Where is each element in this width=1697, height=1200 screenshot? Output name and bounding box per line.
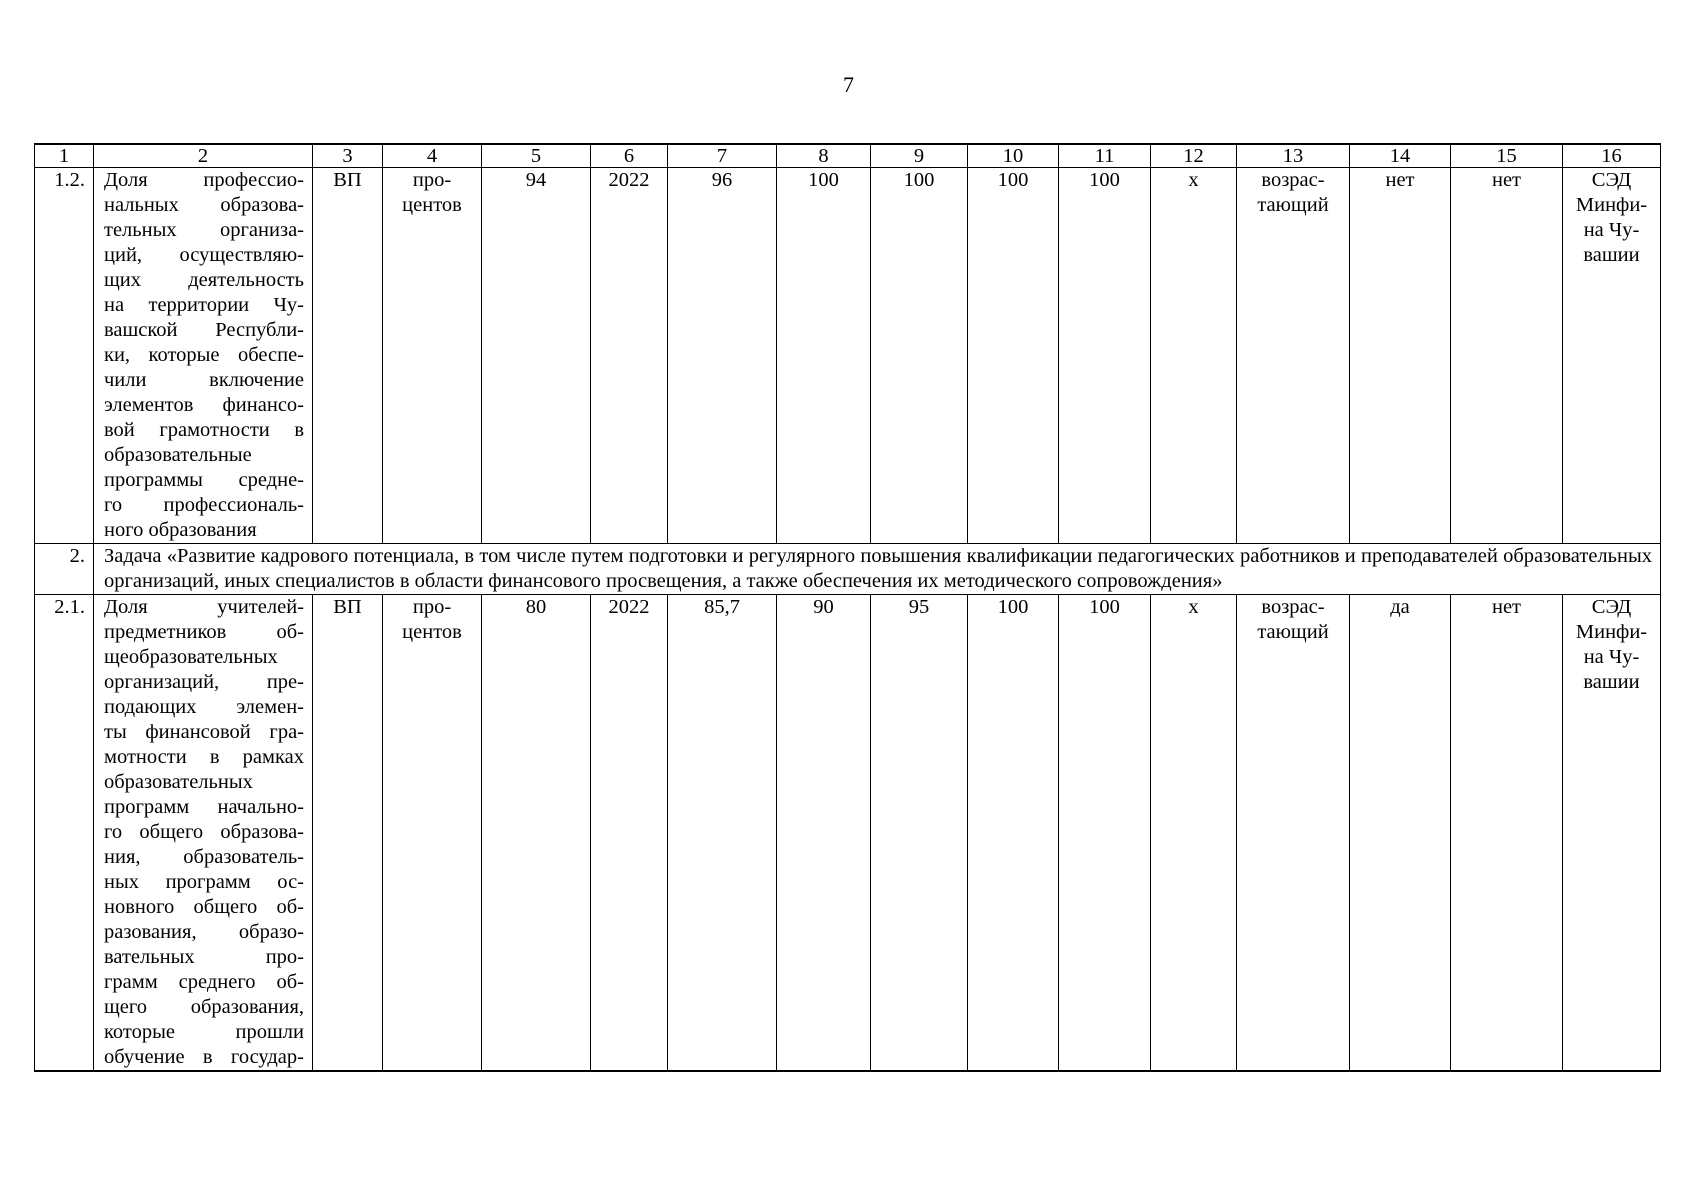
page-number: 7	[843, 72, 854, 97]
base-year: 2022	[591, 595, 668, 1072]
indicator-type: ВП	[313, 595, 383, 1072]
value-col-7: 96	[668, 168, 777, 544]
column-header: 10	[968, 144, 1059, 168]
value-col-8: 100	[777, 168, 871, 544]
trend: возрас- тающий	[1237, 168, 1350, 544]
task-number: 2.	[35, 544, 94, 595]
task-row	[35, 544, 1661, 595]
column-header: 9	[871, 144, 968, 168]
column-header: 8	[777, 144, 871, 168]
column-header: 1	[35, 144, 94, 168]
value-col-15: нет	[1451, 595, 1563, 1072]
column-header: 2	[94, 144, 313, 168]
column-header: 11	[1059, 144, 1151, 168]
column-header: 6	[591, 144, 668, 168]
task-description: Задача «Развитие кадрового потенциала, в том числе путем подготовки и регулярного повышения квалификации педагогических работников и преподавателей образовательных организаций, иных специалистов в области финансового просвещения, а также обеспечения их методического сопровождения»	[94, 544, 1661, 595]
value-col-14: нет	[1350, 168, 1451, 544]
value-col-12: х	[1151, 595, 1237, 1072]
column-number-row	[35, 144, 1661, 168]
column-header: 7	[668, 144, 777, 168]
unit-of-measure: про- центов	[383, 168, 482, 544]
value-col-11: 100	[1059, 168, 1151, 544]
column-header: 5	[482, 144, 591, 168]
indicator-name: Доля профессио- нальных образова- тельных организа- ций, осуществляю- щих деятельность на территории Чу- вашской Республи- ки, которые обеспе- чили включение элементов финансо- вой грамотности в образовательные программы средне- го профессиональ- ного образования	[94, 168, 313, 544]
information-source: СЭД Минфи- на Чу- вашии	[1563, 168, 1661, 544]
column-header: 14	[1350, 144, 1451, 168]
column-header: 13	[1237, 144, 1350, 168]
value-col-7: 85,7	[668, 595, 777, 1072]
row-number: 2.1.	[35, 595, 94, 1072]
base-value: 94	[482, 168, 591, 544]
column-header: 3	[313, 144, 383, 168]
column-header: 16	[1563, 144, 1661, 168]
value-col-11: 100	[1059, 595, 1151, 1072]
value-col-12: х	[1151, 168, 1237, 544]
value-col-9: 100	[871, 168, 968, 544]
indicator-type: ВП	[313, 168, 383, 544]
base-year: 2022	[591, 168, 668, 544]
base-value: 80	[482, 595, 591, 1072]
value-col-15: нет	[1451, 168, 1563, 544]
value-col-10: 100	[968, 595, 1059, 1072]
column-header: 15	[1451, 144, 1563, 168]
information-source: СЭД Минфи- на Чу- вашии	[1563, 595, 1661, 1072]
column-header: 12	[1151, 144, 1237, 168]
indicators-table	[34, 143, 1661, 1072]
value-col-10: 100	[968, 168, 1059, 544]
value-col-8: 90	[777, 595, 871, 1072]
column-header: 4	[383, 144, 482, 168]
table-row	[35, 168, 1661, 544]
row-number: 1.2.	[35, 168, 94, 544]
trend: возрас- тающий	[1237, 595, 1350, 1072]
value-col-9: 95	[871, 595, 968, 1072]
indicator-name: Доля учителей- предметников об- щеобразовательных организаций, пре- подающих элемен- ты финансовой гра- мотности в рамках образовательных программ начально- го общего образова- ния, образователь- ных программ ос- новного общего об- разования, образо- вательных про- грамм среднего об- щего образования, которые прошли обучение в государ-	[94, 595, 313, 1072]
unit-of-measure: про- центов	[383, 595, 482, 1072]
value-col-14: да	[1350, 595, 1451, 1072]
table-row	[35, 595, 1661, 1072]
